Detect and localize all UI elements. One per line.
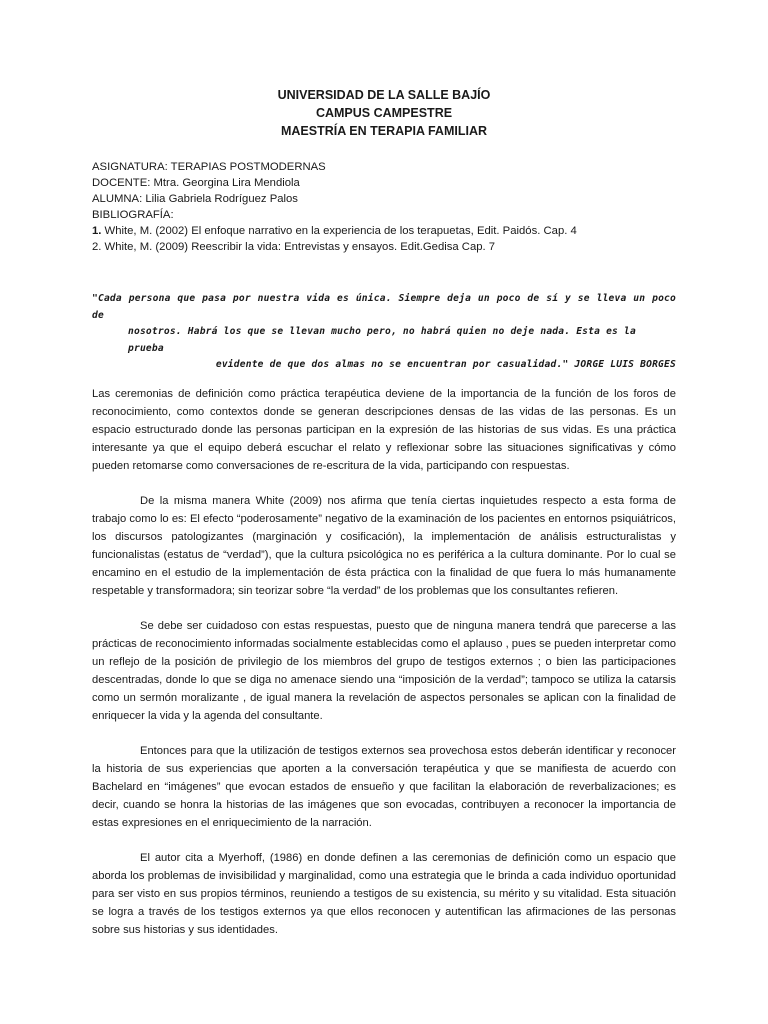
document-body (92, 385, 676, 956)
document-metadata (92, 159, 682, 255)
bibliography-item-2: 2. White, M. (2009) Reescribir la vida: Entrevistas y ensayos. Edit.Gedisa Cap. 7 (92, 241, 496, 253)
paragraph-4: Entonces para que la utilización de testigos externos sea provechosa estos deberán identificar y reconocer la historia de sus experiencias que aporten a la conversación terapéutica y que se manifiesta de acuerdo con Bachelard en “imágenes” que evocan estados de ensueño y que facilitan la elaboración de reverbalizaciones; es decir, cuando se honra la historias de las imágenes que son evocadas, contribuyen a reconocer la importancia de estas expresiones en el enriquecimiento de la narración. (92, 745, 676, 829)
program-name: MAESTRÍA EN TERAPIA FAMILIAR (280, 124, 488, 138)
quote-line-1: "Cada persona que pasa por nuestra vida es única. Siempre deja un poco de sí y se lleva un poco de (92, 293, 676, 321)
quote-line-3: evidente de que dos almas no se encuentran por casualidad." JORGE LUIS BORGES (215, 359, 676, 370)
student-line: ALUMNA: Lilia Gabriela Rodríguez Palos (92, 193, 298, 205)
university-name: UNIVERSIDAD DE LA SALLE BAJÍO (277, 88, 491, 102)
quote-line-2: nosotros. Habrá los que se llevan mucho pero, no habrá quien no deje nada. Esta es la prueba (128, 326, 636, 354)
document-header (0, 86, 768, 140)
bibliography-item-1 (92, 223, 682, 239)
bibliography-label: BIBLIOGRAFÍA: (92, 209, 174, 221)
paragraph-3: Se debe ser cuidadoso con estas respuestas, puesto que de ninguna manera tendrá que parecerse a las prácticas de reconocimiento informadas socialmente establecidas como el aplauso , pues se pueden interpretar como un reflejo de la posición de privilegio de los miembros del grupo de testigos externos ; o bien las participaciones descentradas, donde lo que se diga no amenace siendo una “imposición de la verdad”; tampoco se utiliza la catarsis como un sermón moralizante , de igual manera la revelación de aspectos personales se aplican con la finalidad de enriquecer la vida y la agenda del consultante. (92, 620, 676, 722)
bibliography-item-1-text: White, M. (2002) El enfoque narrativo en la experiencia de los terapuetas, Edit. Paidós. Cap. 4 (101, 225, 577, 237)
epigraph-quote (92, 291, 676, 374)
campus-name: CAMPUS CAMPESTRE (315, 106, 453, 120)
paragraph-5: El autor cita a Myerhoff, (1986) en donde definen a las ceremonias de definición como un espacio que aborda los problemas de invisibilidad y marginalidad, como una estrategia que le brinda a cada individuo oportunidad para ser visto en sus propios términos, reuniendo a testigos de su existencia, su mérito y su vitalidad. Esta situación se logra a través de los testigos externos ya que ellos reconocen y autentifican las afirmaciones de las personas sobre sus historias y sus identidades. (92, 852, 676, 936)
paragraph-2: De la misma manera White (2009) nos afirma que tenía ciertas inquietudes respecto a esta forma de trabajo como lo es: El efecto “poderosamente” negativo de la examinación de los pacientes en entornos psiquiátricos, los discursos patologizantes (marginación y cosificación), la implementación de análisis estructuralistas y funcionalistas (estatus de “verdad”), que la cultura psicológica no es periférica a la cultura dominante. Por lo cual se encamino en el estudio de la implementación de ésta práctica con la finalidad de que fuera lo más humanamente respetable y transformadora; sin teorizar sobre “la verdad” de los problemas que los consultantes refieren. (92, 495, 676, 597)
bibliography-item-1-number: 1. (92, 225, 102, 237)
subject-line: ASIGNATURA: TERAPIAS POSTMODERNAS (92, 161, 326, 173)
teacher-line: DOCENTE: Mtra. Georgina Lira Mendiola (92, 177, 300, 189)
paragraph-1: Las ceremonias de definición como práctica terapéutica deviene de la importancia de la función de los foros de reconocimiento, como contextos donde se generan descripciones densas de las vidas de las personas. Es un espacio estructurado donde las personas participan en la expresión de las historias de sus vidas. Es una práctica interesante ya que el equipo deberá escuchar el relato y reflexionar sobre las situaciones significativas y cómo pueden retomarse como conversaciones de re-escritura de la vida, participando con respuestas. (92, 388, 676, 472)
